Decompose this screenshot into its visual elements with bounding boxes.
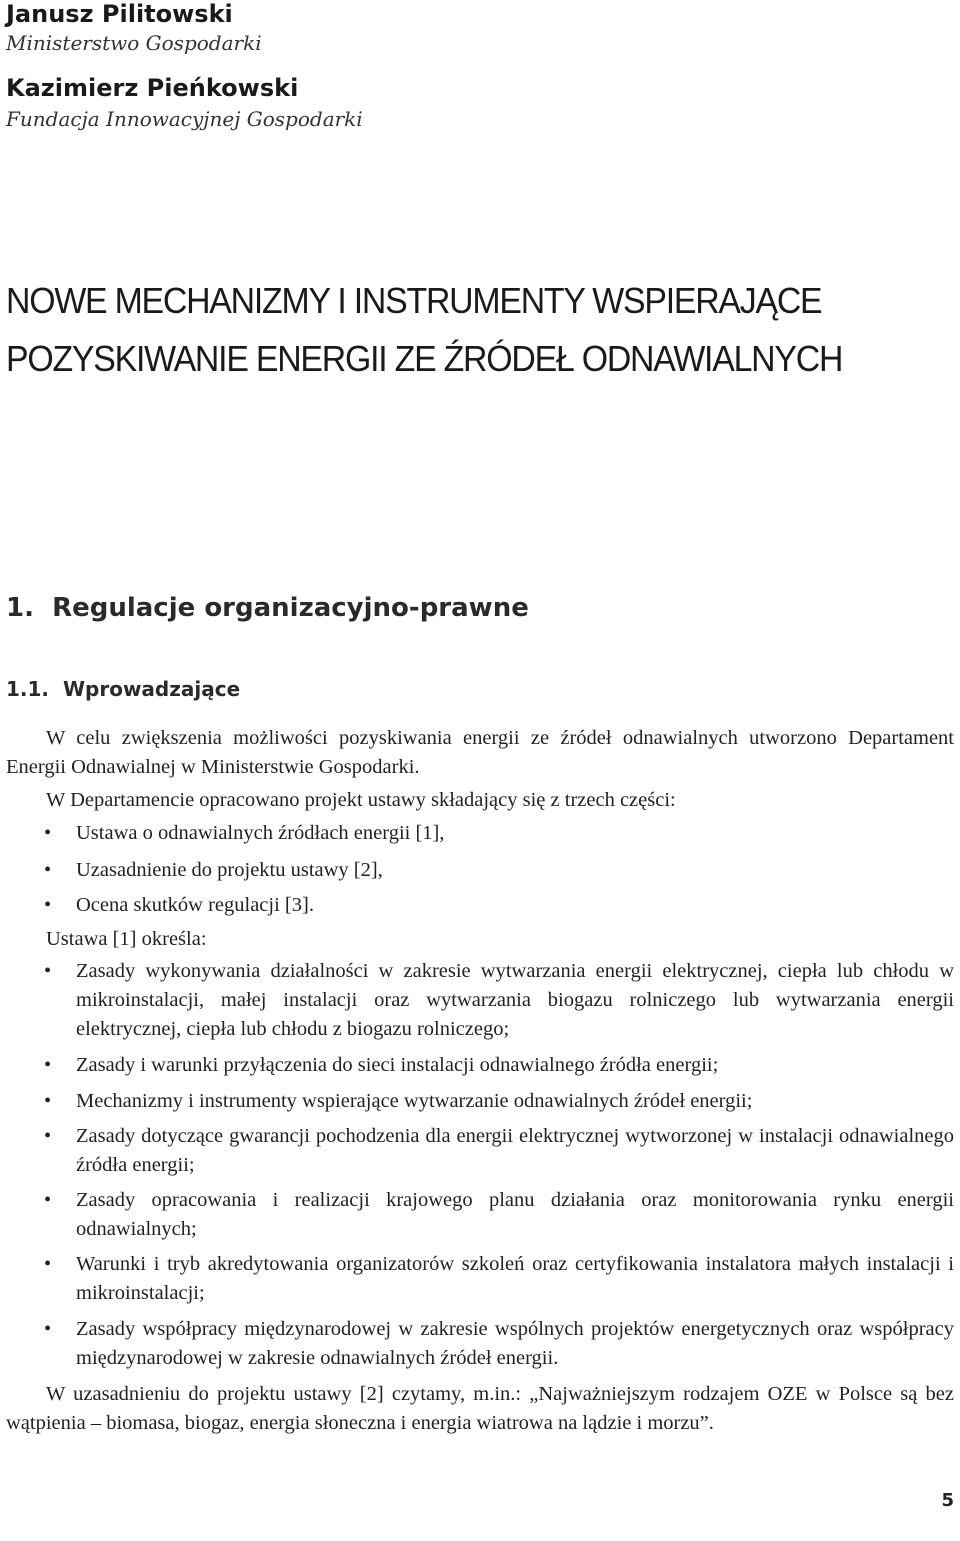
author-2-name: Kazimierz Pieńkowski bbox=[6, 74, 299, 102]
list-item: Zasady wykonywania działalności w zakresie wytwarzania energii elektrycznej, ciepła lub chłodu w mikroinstalacji, małej instalacji oraz wytwarzania biogazu rolniczego lub wytwarzania energii elektrycznej, ciepła lub chłodu z biogazu rolniczego; bbox=[76, 960, 954, 1040]
bullet-icon: • bbox=[44, 1125, 52, 1147]
list-item: Ocena skutków regulacji [3]. bbox=[76, 894, 314, 916]
list-item: Zasady współpracy międzynarodowej w zakresie wspólnych projektów energetycznych oraz współpracy międzynarodowej w zakresie odnawialnych źródeł energii. bbox=[76, 1318, 954, 1369]
subsection-heading bbox=[6, 676, 240, 702]
page-number: 5 bbox=[941, 1490, 954, 1511]
section-heading bbox=[6, 592, 529, 624]
author-2-affiliation: Fundacja Innowacyjnej Gospodarki bbox=[6, 107, 363, 131]
list-item: Zasady opracowania i realizacji krajowego planu działania oraz monitorowania rynku energii odnawialnych; bbox=[76, 1189, 954, 1240]
bullet-icon: • bbox=[44, 1189, 52, 1211]
bullet-icon: • bbox=[44, 1318, 52, 1340]
author-1-affiliation: Ministerstwo Gospodarki bbox=[6, 31, 262, 55]
intro-paragraph: W celu zwiększenia możliwości pozyskiwania energii ze źródeł odnawialnych utworzono Departament Energii Odnawialnej w Ministerstwie Gospodarki. bbox=[6, 727, 954, 778]
paper-title-line-2: POZYSKIWANIE ENERGII ZE ŹRÓDEŁ ODNAWIALNYCH bbox=[6, 338, 843, 379]
list-item: Uzasadnienie do projektu ustawy [2], bbox=[76, 859, 383, 881]
subsection-number: 1.1. bbox=[6, 677, 50, 701]
section-title: Regulacje organizacyjno-prawne bbox=[52, 593, 529, 623]
section-number: 1. bbox=[6, 593, 34, 623]
bullet-icon: • bbox=[44, 1054, 52, 1076]
justification-paragraph: W uzasadnieniu do projektu ustawy [2] czytamy, m.in.: „Najważniejszym rodzajem OZE w Polsce są bez wątpienia – biomasa, biogaz, energia słoneczna i energia wiatrowa na lądzie i morzu”. bbox=[6, 1383, 954, 1434]
project-paragraph: W Departamencie opracowano projekt ustawy składający się z trzech części: bbox=[46, 789, 676, 811]
author-1-name: Janusz Pilitowski bbox=[6, 0, 233, 28]
bullet-icon: • bbox=[44, 1090, 52, 1112]
bullet-icon: • bbox=[44, 1253, 52, 1275]
bullet-icon: • bbox=[44, 894, 52, 916]
list-item: Ustawa o odnawialnych źródłach energii [1], bbox=[76, 822, 445, 844]
list-item: Warunki i tryb akredytowania organizatorów szkoleń oraz certyfikowania instalatora małych instalacji i mikroinstalacji; bbox=[76, 1253, 954, 1304]
list-item: Mechanizmy i instrumenty wspierające wytwarzanie odnawialnych źródeł energii; bbox=[76, 1090, 753, 1112]
bullet-icon: • bbox=[44, 859, 52, 881]
subsection-title: Wprowadzające bbox=[62, 677, 241, 701]
bullet-icon: • bbox=[44, 960, 52, 982]
law-defines-paragraph: Ustawa [1] określa: bbox=[46, 928, 207, 950]
bullet-icon: • bbox=[44, 822, 52, 844]
list-item: Zasady dotyczące gwarancji pochodzenia dla energii elektrycznej wytworzonej w instalacji odnawialnego źródła energii; bbox=[76, 1125, 954, 1176]
paper-title-line-1: NOWE MECHANIZMY I INSTRUMENTY WSPIERAJĄCE bbox=[6, 280, 822, 321]
list-item: Zasady i warunki przyłączenia do sieci instalacji odnawialnego źródła energii; bbox=[76, 1054, 719, 1076]
